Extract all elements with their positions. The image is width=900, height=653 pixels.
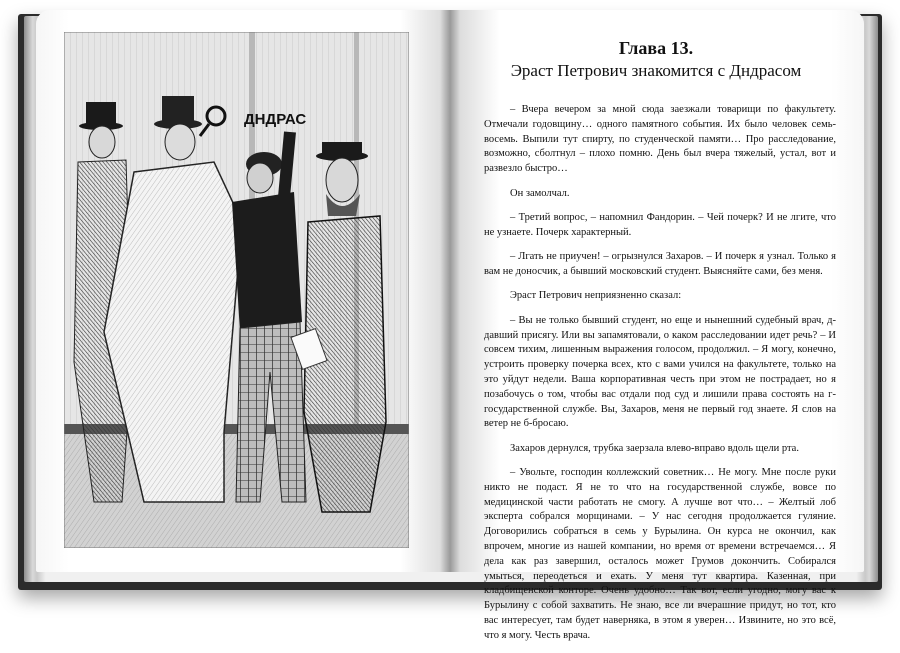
chapter-heading bbox=[486, 38, 826, 81]
paragraph: – Вы не только бывший студент, но еще и нынешний судебный врач, д-давший присягу. Или вы запамятовали, о каком расследовании идет речь? – И совсем тихим, лишенным выражения голосом, продолжил. – Я могу, конечно, устроить проверку почерка всех, кто с вами учился на факультете, только на это уйдут недели. Ваша корпоративная честь при этом не пострадает, но я позабочусь о том, чтобы вас отдали под суд и лишили права состоять на г-государственной службе. Вы, Захаров, меня не первый год знаете. Я слов на ветер не б-бросаю. bbox=[484, 314, 836, 430]
engraving-illustration bbox=[64, 32, 409, 548]
chapter-number: Глава 13. bbox=[618, 38, 694, 58]
paragraph: Он замолчал. bbox=[510, 187, 570, 199]
paragraph: – Третий вопрос, – напомнил Фандорин. – Чей почерк? И не лгите, что не узнаете. Почерк характерный. bbox=[484, 211, 836, 238]
chapter-title: Эраст Петрович знакомится с Дндрасом bbox=[510, 61, 802, 80]
paragraph: Захаров дернулся, трубка заерзала влево-вправо вдоль щели рта. bbox=[510, 442, 799, 454]
paragraph: – Увольте, господин коллежский советник… Не могу. Мне после руки никто не подаст. Я не то что на государственной службе, вовсе по медицинской части работать не смогу. А лучше вот что… – Желтый лоб эксперта собрался морщинами. – У нас сегодня продолжается гуляние. Договорились собраться в семь у Бурылина. Он курса не окончил, как впрочем, многие из нашей компании, но время от времени встречаемся… Я дела как раз завершил, осталось может Грумов докончить. Собирался умыться, переодеться и ехать. У меня тут квартира. Казенная, при кладбищенской конторе. Очень удобно… Так вот, если угодно, могу вас к Бурылину с собой захватить. Не знаю, все ли вчерашние придут, но тот, кто вас интересует, там будет наверняка, в этом я уверен… Извините, но это всё, что я могу. Честь врача. bbox=[484, 467, 836, 641]
paragraph: Эраст Петрович неприязненно сказал: bbox=[510, 290, 682, 302]
chapter-text bbox=[484, 103, 836, 653]
book-gutter bbox=[440, 10, 460, 572]
wall-sign-text: ДНДРАС bbox=[244, 111, 307, 128]
paragraph: – Лгать не приучен! – огрызнулся Захаров. – И почерк я узнал. Только я вам не доносчик, а бывший московский студент. Выясняйте сами, без меня. bbox=[484, 251, 836, 277]
paragraph: – Вчера вечером за мной сюда заезжали товарищи по факультету. Отмечали годовщину… одного памятного события. Их было человек семь-восемь. Выпили тут спирту, по студенческой памяти… Про расследование, возможно, сболтнул – плохо помню. День был вчера тяжелый, устал, вот и развезло быстро… bbox=[484, 104, 836, 175]
